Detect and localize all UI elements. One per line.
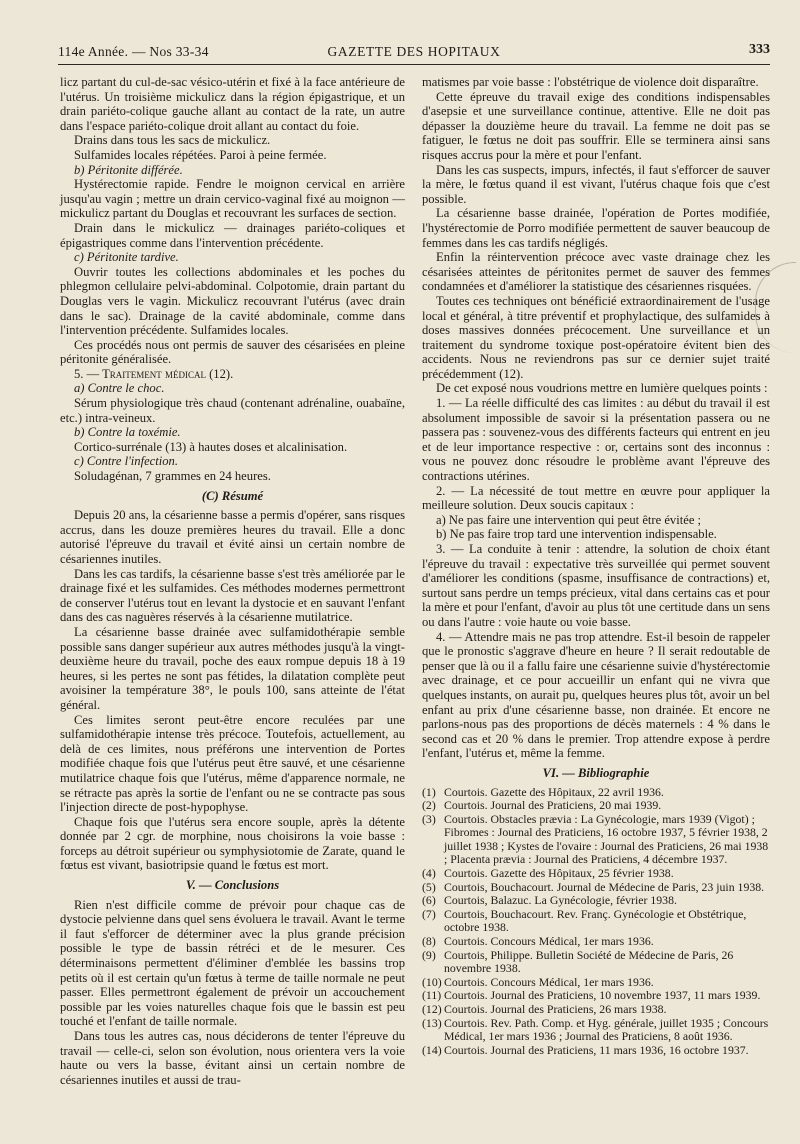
bibliography-entry <box>422 1044 770 1058</box>
reference-text: Courtois. Concours Médical, 1er mars 1936. <box>444 934 654 949</box>
bibliography-entry <box>422 989 770 1003</box>
bibliography-entry <box>422 908 770 935</box>
reference-text: Courtois. Journal des Praticiens, 11 mars 1936, 16 octobre 1937. <box>444 1042 749 1057</box>
paragraph: 3. — La conduite à tenir : attendre, la solution de choix étant l'épreuve du travail : expectative très surveillée qui permet souvent d'améliorer les conditions (spasme, insuffisance de contractions) et, surtout sans perdre un temps précieux, vital dans certains cas et pour la mère et pour l'enfant, d'avoir au plus tôt une certitude dans un sens ou dans l'autre : voie haute ou voie basse. <box>422 542 770 629</box>
paragraph: Ces limites seront peut-être encore reculées par une sulfamidothérapie intense très précoce. Toutefois, actuellement, au delà de ces limites, nous préférons une intervention de Portes modifiée chaque fois que l'utérus peut être sauvé, et une césarienne mutilatrice chaque fois que l'utérus, même d'apparence normale, ne se rétracte pas après la sortie de l'enfant ou ne se contracte pas sous l'injection directe de post-hypophyse. <box>60 712 405 815</box>
reference-number: (1) <box>422 784 436 799</box>
reference-text: Courtois, Bouchacourt. Journal de Médecine de Paris, 23 juin 1938. <box>444 879 765 894</box>
paragraph: matismes par voie basse : l'obstétrique de violence doit disparaître. <box>422 75 759 89</box>
reference-text: Courtois. Gazette des Hôpitaux, 22 avril 1936. <box>444 784 664 799</box>
paragraph: a) Contre le choc. <box>74 381 165 396</box>
bibliography-entry <box>422 786 770 800</box>
reference-number: (11) <box>422 988 442 1003</box>
bibliography-entry <box>422 1017 770 1044</box>
reference-text: Courtois. Gazette des Hôpitaux, 25 février 1938. <box>444 866 674 881</box>
paragraph: Cette épreuve du travail exige des conditions indispensables d'asepsie et une surveillance continue, attentive. Elle ne doit pas dépasser la douzième heure du travail. La femme ne doit pas se fatiguer, le fœtus ne doit pas souffrir. Elle se terminera ainsi sans risques accrus pour la mère et pour l'enfant. <box>422 89 770 162</box>
right-column-body <box>422 75 770 781</box>
paragraph: Dans tous les autres cas, nous déciderons de tenter l'épreuve du travail — celle-ci, selon son évolution, nous orientera vers la voie haute ou vers la basse, évitant ainsi un certain nombre de césariennes inutiles et aussi de trau- <box>60 1029 405 1087</box>
paragraph: Sulfamides locales répétées. Paroi à peine fermée. <box>74 147 327 162</box>
reference-number: (8) <box>422 934 436 949</box>
paragraph: La césarienne basse drainée avec sulfamidothérapie semble possible sans danger supérieur aux autres méthodes jusqu'à la vingt-deuxième heure du travail, poche des eaux rompue depuis 18 à 19 heures, si les pertes ne sont pas fétides, la dilatation complète peut avoisiner la température 38°, le pouls 100, sans atteinte de l'état général. <box>60 624 405 712</box>
reference-number: (14) <box>422 1042 442 1057</box>
journal-title: GAZETTE DES HOPITAUX <box>327 44 501 59</box>
bibliography-entry <box>422 894 770 908</box>
page-number: 333 <box>749 42 770 57</box>
reference-number: (9) <box>422 947 436 962</box>
reference-text: Courtois. Journal des Praticiens, 10 novembre 1937, 11 mars 1939. <box>444 988 761 1003</box>
reference-number: (5) <box>422 879 436 894</box>
reference-text: Courtois. Rev. Path. Comp. et Hyg. générale, juillet 1935 ; Concours Médical, 1er mars 1936 ; Journal des Praticiens, 8 août 1936. <box>444 1015 769 1044</box>
paragraph: Chaque fois que l'utérus sera encore souple, après la détente donnée par 2 cgr. de morphine, nous choisirons la voie basse : forceps au détroit supérieur ou symphysiotomie de Zarate, quand le fœtus est vivant, basiotripsie quand le fœtus est mort. <box>60 814 405 873</box>
reference-number: (6) <box>422 893 436 908</box>
paragraph: De cet exposé nous voudrions mettre en lumière quelques points : <box>436 381 768 396</box>
paragraph: 5. — Traitement médical (12). <box>74 366 234 381</box>
paragraph: 1. — La réelle difficulté des cas limites : au début du travail il est absolument impossible de savoir si la présentation passera ou ne passera pas : souvenez-vous des différents facteurs qui entrent en jeu et de leur importance respective : or, certains sont des inconnus : vous ne pouvez donc résoudre le problème avant l'épreuve des contractions utérines. <box>422 396 770 484</box>
issue-info: 114e Année. — Nos 33-34 <box>58 44 209 59</box>
bibliography-entry <box>422 813 770 867</box>
paragraph: Toutes ces techniques ont bénéficié extraordinairement de l'usage local et général, à titre préventif et prophylactique, des sulfamides à doses massives données précocement. Une surveillance et un traitement du syndrome toxique post-opératoire évitent bien des accidents. Nous ne reviendrons pas sur ce dernier sujet traité précédemment (12). <box>422 293 770 381</box>
paragraph: a) Ne pas faire une intervention qui peut être évitée ; <box>436 512 702 527</box>
bibliography-entry <box>422 881 770 895</box>
paragraph: Cortico-surrénale (13) à hautes doses et alcalinisation. <box>74 439 348 454</box>
bibliography-entry <box>422 935 770 949</box>
bibliography-entry <box>422 1003 770 1017</box>
paragraph: Rien n'est difficile comme de prévoir pour chaque cas de dystocie pelvienne dans quel sens évoluera le travail. Avant le terme il faut s'efforcer de déterminer avec la plus grande précision possible le type de bassin rétréci et de le mesurer. Ces déterminaisons permettent d'éliminer d'emblée les bassins trop petits où il est certain qu'un fœtus à terme de taille normale ne peut passer. Elles permettront également de prévoir un accouchement possible par les voies naturelles chaque fois que le bassin est peu touché et l'enfant de taille normale. <box>60 897 405 1029</box>
reference-text: Courtois. Concours Médical, 1er mars 1936. <box>444 974 654 989</box>
paragraph: c) Contre l'infection. <box>74 454 179 469</box>
paragraph: b) Péritonite différée. <box>74 162 183 177</box>
section-heading: (C) Résumé <box>201 488 264 503</box>
right-column <box>422 75 770 1132</box>
paragraph: Sérum physiologique très chaud (contenant adrénaline, ouabaïne, etc.) intra-veineux. <box>60 396 405 425</box>
page-header <box>58 42 770 65</box>
reference-text: Courtois, Balazuc. La Gynécologie, février 1938. <box>444 893 677 908</box>
paragraph: Dans les cas tardifs, la césarienne basse s'est très améliorée par le drainage fixé et les sulfamides. Ces méthodes modernes permettront de conserver l'utérus tout en levant la dystocie et en sauvant l'enfant dans des cas naguères réservés à la césarienne mutilatrice. <box>60 566 405 625</box>
section-heading: V. — Conclusions <box>185 878 280 893</box>
paragraph: b) Contre la toxémie. <box>74 425 181 440</box>
paragraph: Enfin la réintervention précoce avec vaste drainage chez les césarisées atteintes de péritonites permet de sauver des femmes condamnées et d'améliorer la statistique des césariennes risquées. <box>422 250 770 294</box>
reference-text: Courtois, Bouchacourt. Rev. Franç. Gynécologie et Obstétrique, octobre 1938. <box>444 906 747 935</box>
reference-text: Courtois. Journal des Praticiens, 20 mai 1939. <box>444 798 662 813</box>
reference-number: (3) <box>422 811 436 826</box>
paragraph: La césarienne basse drainée, l'opération de Portes modifiée, l'hystérectomie de Porro modifiée permettent de sauver beaucoup de femmes dans les cas tardifs négligés. <box>422 206 770 250</box>
bibliography-list <box>422 786 770 1058</box>
reference-text: Courtois. Obstacles prævia : La Gynécologie, mars 1939 (Vigot) ; Fibromes : Journal des Praticiens, 16 octobre 1937, 5 février 1938, 2 juillet 1938 ; Kystes de l'ovaire : Journal des Praticiens, 26 mai 1938 ; Placenta prævia : Journal des Praticiens, 4 décembre 1937. <box>444 811 769 867</box>
paragraph: Soludagénan, 7 grammes en 24 heures. <box>74 469 271 484</box>
reference-number: (4) <box>422 866 436 881</box>
bibliography-entry <box>422 799 770 813</box>
paragraph: Ces procédés nous ont permis de sauver des césarisées en pleine péritonite généralisée. <box>60 337 405 367</box>
paragraph: licz partant du cul-de-sac vésico-utérin et fixé à la face antérieure de l'utérus. Un troisième mickulicz dans la région épigastrique, et un drain pariéto-colique gauche allant au contact de la rate, un autre dans l'espace pariéto-colique droit allant au contact du foie. <box>60 75 405 133</box>
reference-number: (10) <box>422 974 442 989</box>
paragraph: Hystérectomie rapide. Fendre le moignon cervical en arrière jusqu'au vagin ; mettre un drain cervico-vaginal fixé au moignon — mickulicz partant du Douglas et recouvrant les surfaces de section. <box>60 177 405 221</box>
reference-number: (2) <box>422 798 436 813</box>
paragraph: Depuis 20 ans, la césarienne basse a permis d'opérer, sans risques accrus, dans les douze premières heures du travail. Elle a donc autorisé l'épreuve du travail et évité ainsi un certain nombre de césariennes inutiles. <box>60 508 405 566</box>
paragraph: 2. — La nécessité de tout mettre en œuvre pour appliquer la meilleure solution. Deux soucis capitaux : <box>422 483 770 513</box>
reference-text: Courtois. Journal des Praticiens, 26 mars 1938. <box>444 1002 667 1016</box>
reference-text: Courtois, Philippe. Bulletin Société de Médecine de Paris, 26 novembre 1938. <box>444 947 734 976</box>
paragraph: Ouvrir toutes les collections abdominales et les poches du phlegmon cellulaire pelvi-abdominal. Colpotomie, drain partant du Douglas vers le vagin. Mickulicz recouvrant l'utérus (avec drain dans le sac). Drainage de la cavité abdominale, comme dans l'intervention précédente. Sulfamides locales. <box>60 264 405 338</box>
paragraph: c) Péritonite tardive. <box>74 250 179 265</box>
bibliography-entry <box>422 949 770 976</box>
section-heading: VI. — Bibliographie <box>542 765 650 780</box>
reference-number: (12) <box>422 1002 442 1016</box>
bibliography-entry <box>422 867 770 881</box>
bibliography-entry <box>422 976 770 990</box>
left-column <box>60 75 405 1132</box>
paragraph: b) Ne pas faire trop tard une intervention indispensable. <box>436 527 717 542</box>
paragraph: 4. — Attendre mais ne pas trop attendre. Est-il besoin de rappeler que le pronostic s'aggrave d'heure en heure ? Il serait redoutable de penser que là ou il a fallu faire une césarienne suivie d'hystérectomie avec drainage, et ce pour accueillir un enfant qui ne vivra que quelques instants, on aurait pu, quelques heures plus tôt, avoir un bel enfant au prix d'une césarienne basse, non drainée. Et encore ne parlons-nous pas des proportions de décès maternels : 4 % dans le second cas et 20 % dans le premier. Trop attendre expose à perdre l'enfant, l'utérus et, même la femme. <box>422 629 770 761</box>
paragraph: Drain dans le mickulicz — drainages pariéto-coliques et épigastriques comme dans l'intervention précédente. <box>60 220 405 250</box>
paragraph: Drains dans tous les sacs de mickulicz. <box>74 133 271 148</box>
paragraph: Dans les cas suspects, impurs, infectés, il faut s'efforcer de sauver la mère, le fœtus quand il est vivant, l'utérus chaque fois que c'est possible. <box>422 162 770 206</box>
reference-number: (7) <box>422 906 436 921</box>
reference-number: (13) <box>422 1015 442 1030</box>
